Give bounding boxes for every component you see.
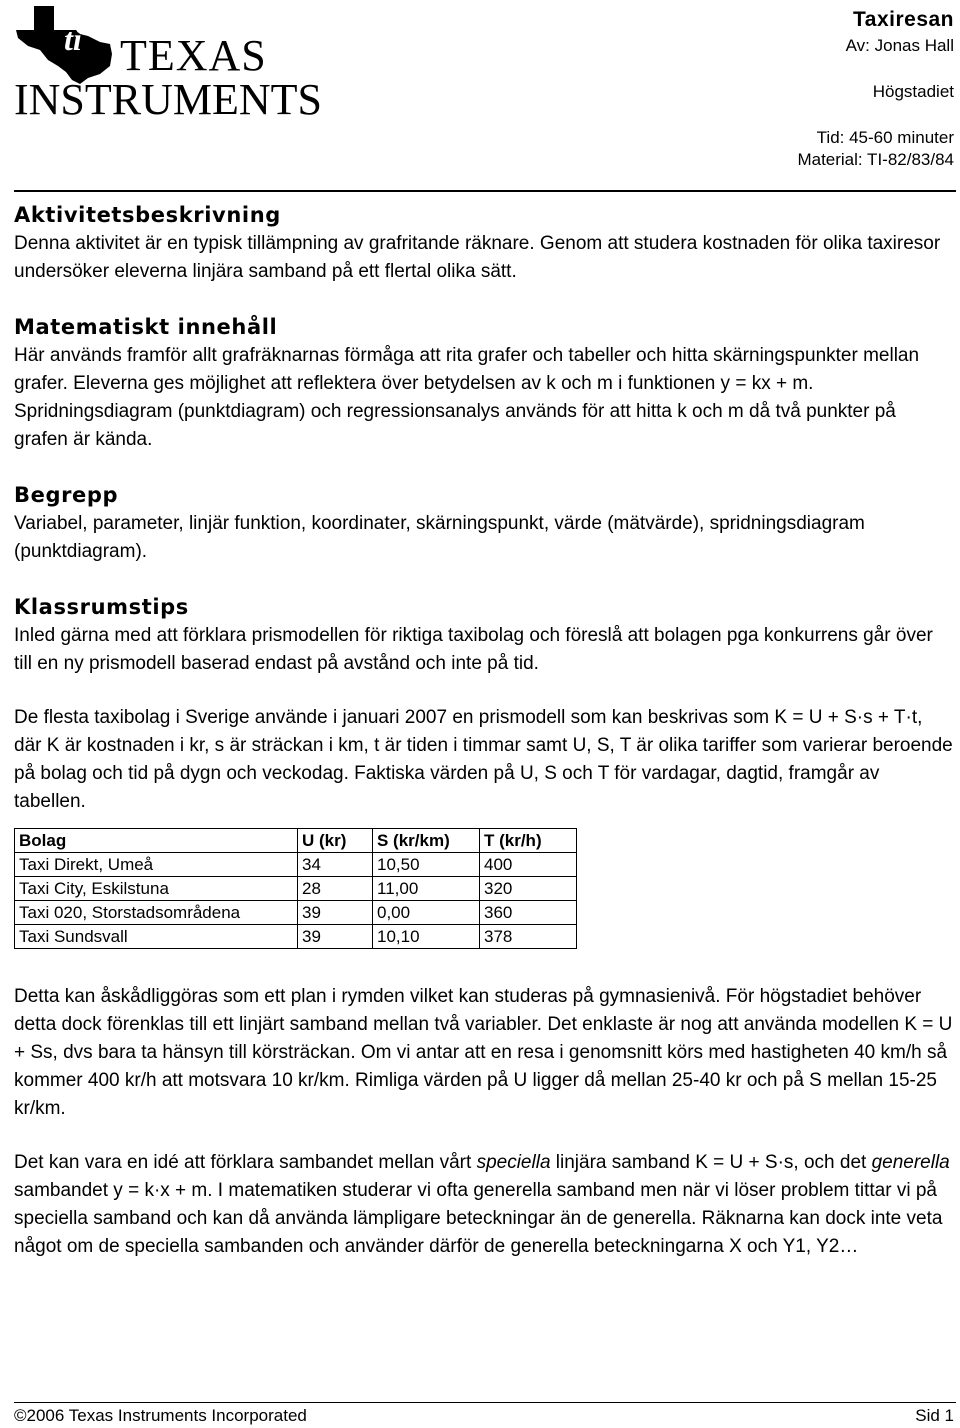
table-cell: 39 (298, 925, 373, 949)
tariff-table (14, 828, 577, 949)
table-cell: Taxi Sundsvall (15, 925, 298, 949)
author: Av: Jonas Hall (845, 36, 954, 55)
column-header: S (kr/km) (373, 829, 480, 853)
table-cell: Taxi Direkt, Umeå (15, 853, 298, 877)
section-aktivitet (14, 200, 954, 286)
section-heading: Klassrumstips (14, 595, 189, 619)
table-row (15, 877, 577, 901)
section-text: Inled gärna med att förklara prismodellen för riktiga taxibolag och föreslå att bolagen pga konkurrens går över till en ny prismodell baserad endast på avstånd och inte på tid. (14, 625, 933, 674)
table-cell: 10,10 (373, 925, 480, 949)
copyright: ©2006 Texas Instruments Incorporated (14, 1406, 307, 1425)
table-row (15, 901, 577, 925)
table-cell: 39 (298, 901, 373, 925)
section-heading: Begrepp (14, 483, 119, 507)
paragraph-general-special: Det kan vara en idé att förklara sambandet mellan vårt speciella linjära samband K = U + S·s, och det generella sambandet y = k·x + m. I matematiken studerar vi ofta generella samband men när vi löser problem tittar vi på speciella samband och kan då använda lämpligare beteckningar än de generella. Räknarna kan dock inte veta något om de speciella sambanden och använder därför de generella beteckningarna X och Y1, Y2… (14, 1152, 950, 1257)
material: Material: TI-82/83/84 (797, 150, 954, 169)
section-text: Denna aktivitet är en typisk tillämpning av grafritande räknare. Genom att studera kostnaden för olika taxiresor undersöker eleverna linjära samband på ett flertal olika sätt. (14, 233, 941, 282)
document-body (14, 200, 954, 1261)
activity-title: Taxiresan (853, 8, 954, 31)
texas-state-icon (14, 4, 124, 84)
table-cell: 360 (480, 901, 577, 925)
ti-logo (14, 4, 359, 124)
table-header-row (15, 829, 577, 853)
column-header: Bolag (15, 829, 298, 853)
table-cell: Taxi City, Eskilstuna (15, 877, 298, 901)
section-heading: Matematiskt innehåll (14, 315, 278, 339)
header-divider (14, 190, 956, 192)
table-cell: 0,00 (373, 901, 480, 925)
column-header: U (kr) (298, 829, 373, 853)
table-cell: Taxi 020, Storstadsområdena (15, 901, 298, 925)
paragraph-model: Detta kan åskådliggöras som ett plan i rymden vilket kan studeras på gymnasienivå. För högstadiet behöver detta dock förenklas till ett linjärt samband mellan två variabler. Det enklaste är nog att använda modellen K = U + Ss, dvs bara ta hänsyn till körsträckan. Om vi antar att en resa i genomsnitt körs med hastigheten 40 km/h så kommer 400 kr/h att motsvara 10 kr/km. Rimliga värden på U ligger då mellan 25-40 kr och på S mellan 15-25 kr/km. (14, 986, 953, 1119)
table-cell: 28 (298, 877, 373, 901)
svg-text:ti: ti (64, 21, 82, 57)
page-number: Sid 1 (915, 1406, 954, 1425)
table-row (15, 853, 577, 877)
section-text: Här används framför allt grafräknarnas förmåga att rita grafer och tabeller och hitta skärningspunkter mellan grafer. Eleverna ges möjlighet att reflektera över betydelsen av k och m i funktionen y = kx + m. Spridningsdiagram (punktdiagram) och regressionsanalys används för att hitta k och m då två punkter på grafen är kända. (14, 345, 920, 450)
section-text: Variabel, parameter, linjär funktion, koordinater, skärningspunkt, värde (mätvärde), spridningsdiagram (punktdiagram). (14, 513, 865, 562)
table-cell: 378 (480, 925, 577, 949)
emphasis-general: generella (871, 1152, 950, 1173)
table-cell: 11,00 (373, 877, 480, 901)
column-header: T (kr/h) (480, 829, 577, 853)
footer-divider (14, 1402, 956, 1403)
table-row (15, 925, 577, 949)
table-cell: 400 (480, 853, 577, 877)
logo-text-texas: TEXAS (120, 31, 267, 80)
duration: Tid: 45-60 minuter (816, 128, 954, 147)
table-cell: 10,50 (373, 853, 480, 877)
section-klassrum (14, 592, 954, 816)
school-level: Högstadiet (872, 82, 954, 101)
section-begrepp (14, 480, 954, 566)
section-text: De flesta taxibolag i Sverige använde i januari 2007 en prismodell som kan beskrivas som K = U + S·s + T·t, där K är kostnaden i kr, s är sträckan i km, t är tiden i timmar samt U, S, T är olika tariffer som varierar beroende på bolag och tid på dygn och veckodag. Faktiska värden på U, S och T för vardagar, dagtid, framgår av tabellen. (14, 707, 953, 812)
table-cell: 320 (480, 877, 577, 901)
logo-text-instruments: INSTRUMENTS (14, 75, 323, 124)
section-matematiskt (14, 312, 954, 454)
emphasis-special: speciella (476, 1152, 551, 1173)
section-heading: Aktivitetsbeskrivning (14, 203, 281, 227)
table-cell: 34 (298, 853, 373, 877)
